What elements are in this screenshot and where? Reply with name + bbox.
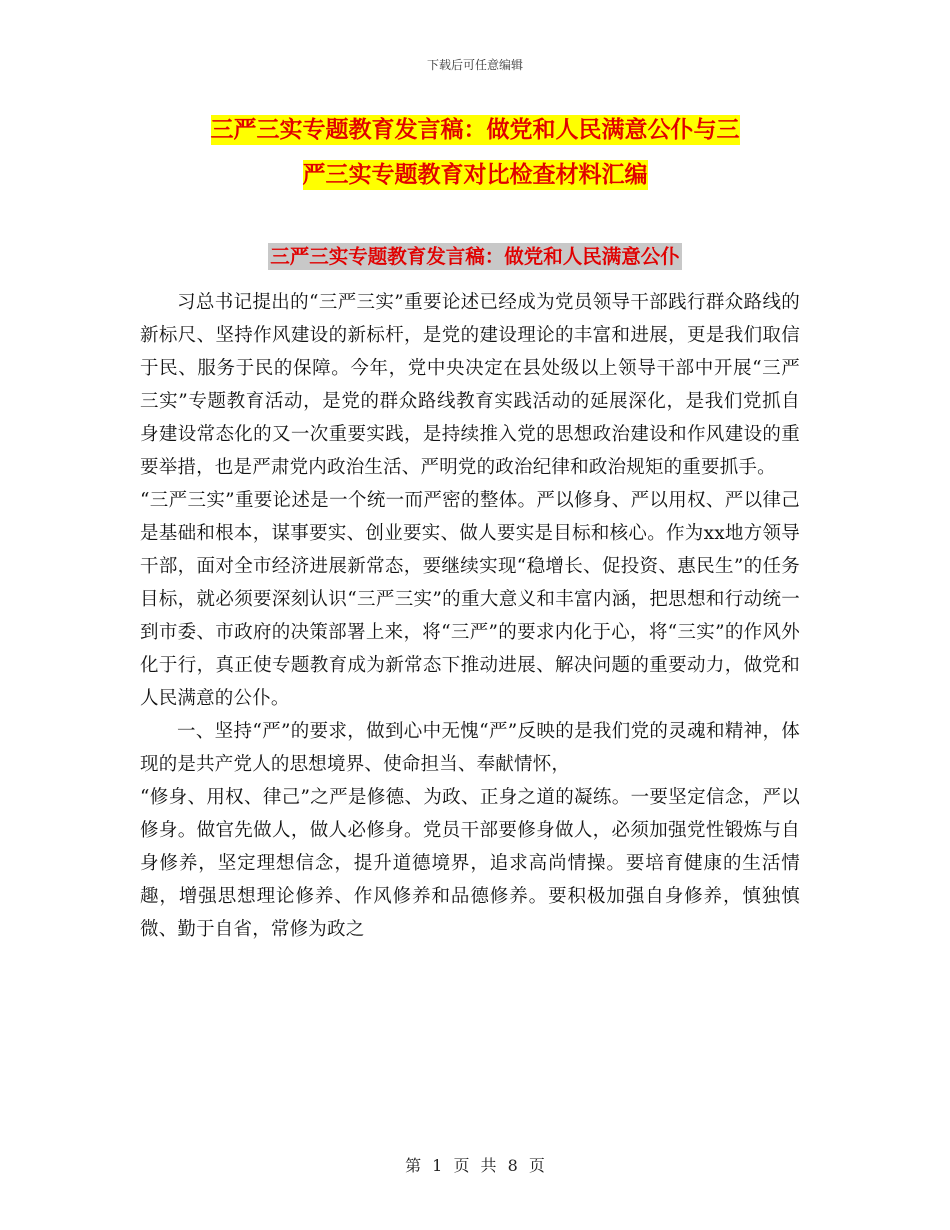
paragraph-1: 习总书记提出的“三严三实”重要论述已经成为党员领导干部践行群众路线的新标尺、坚持作风建设的新标杆，是党的建设理论的丰富和进展，更是我们取信于民、服务于民的保障。今年，党中央决定在县处级以上领导干部中开展“三严三实”专题教育活动，是党的群众路线教育实践活动的延展深化，是我们党抓自身建设常态化的又一次重要实践，是持续推入党的思想政治建设和作风建设的重要举措，也是严肃党内政治生活、严明党的政治纪律和政治规矩的重要抓手。 — [140, 292, 800, 478]
page-header: 下载后可任意编辑 — [426, 58, 523, 72]
paragraph-2: “三严三实”重要论述是一个统一而严密的整体。严以修身、严以用权、严以律己是基础和根本，谋事要实、创业要实、做人要实是目标和核心。作为xx地方领导干部，面对全市经济进展新常态，要继续实现“稳增长、促投资、惠民生”的任务目标，就必须要深刻认识“三严三实”的重大意义和丰富内涵，把思想和行动统一到市委、市政府的决策部署上来，将“三严”的要求内化于心，将“三实”的作风外化于行，真正使专题教育成为新常态下推动进展、解决问题的重要动力，做党和人民满意的公仆。 — [140, 490, 800, 709]
paragraph-3: 一、坚持“严”的要求，做到心中无愧“严”反映的是我们党的灵魂和精神，体现的是共产党人的思想境界、使命担当、奉献情怀， — [140, 721, 800, 775]
paragraph-4: “修身、用权、律己”之严是修德、为政、正身之道的凝练。一要坚定信念，严以修身。做官先做人，做人必修身。党员干部要修身做人，必须加强党性锻炼与自身修养，坚定理想信念，提升道德境界，追求高尚情操。要培育健康的生活情趣，增强思想理论修养、作风修养和品德修养。要积极加强自身修养，慎独慎微、勤于自省，常修为政之 — [140, 787, 800, 940]
section-title — [140, 242, 810, 272]
title-line-1: 三严三实专题教育发言稿：做党和人民满意公仆与三 — [210, 117, 740, 143]
page-footer: 第 1 页 共 8 页 — [405, 1156, 545, 1175]
title-line-2: 严三实专题教育对比检查材料汇编 — [302, 162, 648, 188]
section-title-text: 三严三实专题教育发言稿：做党和人民满意公仆 — [270, 245, 680, 268]
document-body — [140, 286, 800, 946]
document-title — [140, 108, 810, 198]
